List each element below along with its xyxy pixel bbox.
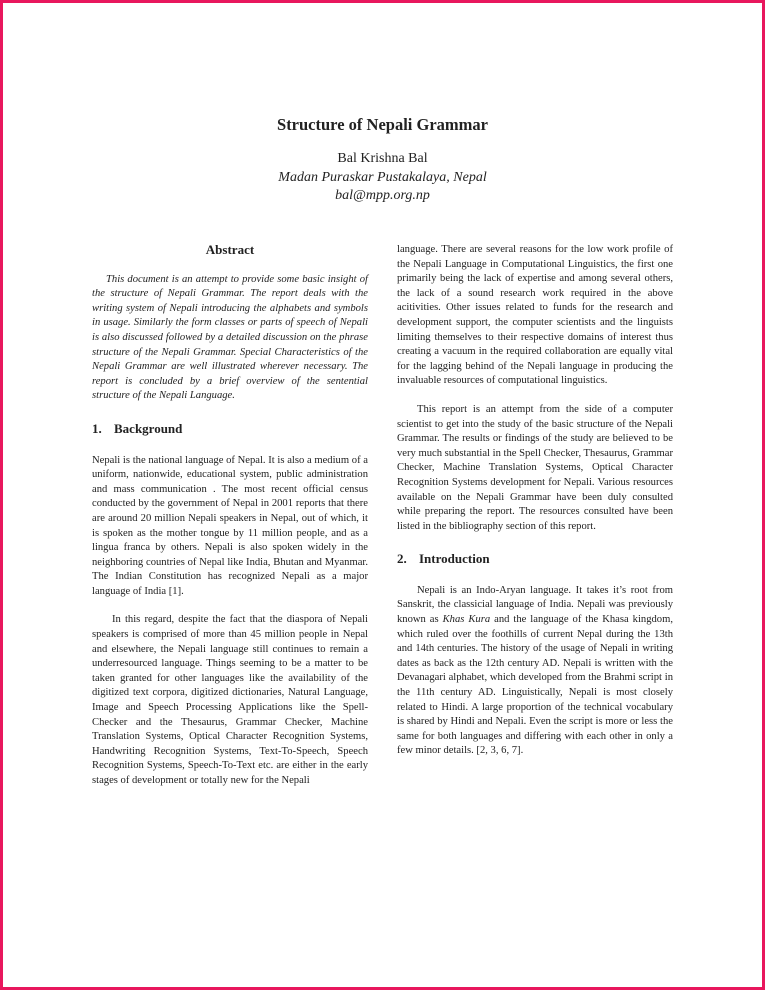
abstract-heading: Abstract	[205, 242, 255, 257]
author-email: bal@mpp.org.np	[335, 188, 430, 203]
section-heading-background	[92, 422, 368, 437]
author-affiliation: Madan Puraskar Pustakalaya, Nepal	[278, 170, 487, 185]
section-title: Introduction	[419, 551, 490, 567]
background-paragraph-2-continued: language. There are several reasons for the low work profile of the Nepali Language in Computational Linguistics, the first one primarily being the lack of expertise and among several others, the lack of a sound research work required in the above acitivities. Other issues related to funds for the research and development support, the computer scientists and the linguists limiting themselves to their respective domains of interest thus creating a vacuum in the required collaboration are equally vital for the lagging behind of the Nepali language in producing the invaluable resources of computational linguistics.	[397, 244, 673, 387]
background-paragraph-1: Nepali is the national language of Nepal. It is also a medium of a uniform, nationwide, educational system, public administration and mass communication . The most recent official census conducted by the government of Nepal in 2001 reports that there are around 20 million Nepali speakers in Nepal, out of which, it is spoken as the mother tongue by 11 million people, and as a lingua franca by others. Nepali is also spoken widely in the neighboring countries of Nepal like India, Bhutan and Myanmar. The Indian Constitution has recognized Nepali as a major language of India [1].	[92, 454, 368, 597]
author-name: Bal Krishna Bal	[337, 151, 428, 166]
introduction-paragraph-1	[397, 584, 673, 759]
right-column	[397, 243, 673, 759]
section-title: Background	[114, 420, 183, 436]
paper-page	[3, 3, 762, 987]
abstract-text: This document is an attempt to provide some basic insight of the structure of Nepali Grammar. The report deals with the writing system of Nepali introducing the alphabets and symbols in usage. Similarly the form classes or parts of speech of Nepali is also discussed followed by a detailed discussion on the phrase structure of the Nepali Grammar. Special Characteristics of the Nepali Grammar are well illustrated wherever necessary. The report is concluded by a brief overview of the sentential structure of the Nepali Language.	[92, 273, 368, 402]
section-number: 2.	[397, 551, 407, 567]
section-number: 1.	[92, 420, 102, 436]
background-paragraph-2: In this regard, despite the fact that the diaspora of Nepali speakers is comprised of more than 45 million people in Nepal and elsewhere, the Nepali language still continues to remain a underresourced language. Things seeming to be a matter to be taken granted for other languages like the availability of the digitized text corpora, digitized dictionaries, Natural Language, Image and Speech Processing Applications like the Spell-Checker and the Thesaurus, Grammar Checker, Machine Translation Systems, Optical Character Recognition Systems, Handwriting Recognition Systems, Text-To-Speech, Speech Recognition Systems, Speech-To-Text etc. are either in the early stages of development or totally new for the Nepali	[92, 614, 368, 786]
paper-title: Structure of Nepali Grammar	[277, 115, 488, 134]
emphasis-text: Khas Kura	[442, 614, 491, 626]
background-paragraph-3: This report is an attempt from the side of a computer scientist to get into the study of the basic structure of the Nepali Grammar. The results or findings of the study are believed to be very much substantial in the Spell Checker, Thesaurus, Grammar Checker, Machine Translation Systems, Optical Character Recognition Systems development for Nepali. Various resources available on the Nepali Grammar have been duly consulted while preparing the report. The resources consulted have been listed in the bibliography section of this report.	[397, 403, 673, 532]
text-run: and the language of the Khasa kingdom, which ruled over the foothills of current Nepal during the 13th and 14th centuries. The history of the usage of Nepali in writing dates as back as the 12th century AD. Nepali is written with the Devanagari alphabet, which developed from the Brahmi script in the 11th century AD. Linguistically, Nepali is most closely related to Hindi. A large proportion of the technical vocabulary is shared by Hindi and Nepali. Even the script is more or less the same for both languages and differing with each other in only a few minor details. [2, 3, 6, 7].	[397, 614, 673, 757]
left-column	[92, 243, 368, 789]
text-run: Nepali is an Indo-Aryan language. It takes it’s root from Sanskrit, the classicial language of India. Nepali was previously known as	[397, 584, 673, 626]
section-heading-introduction	[397, 552, 673, 567]
